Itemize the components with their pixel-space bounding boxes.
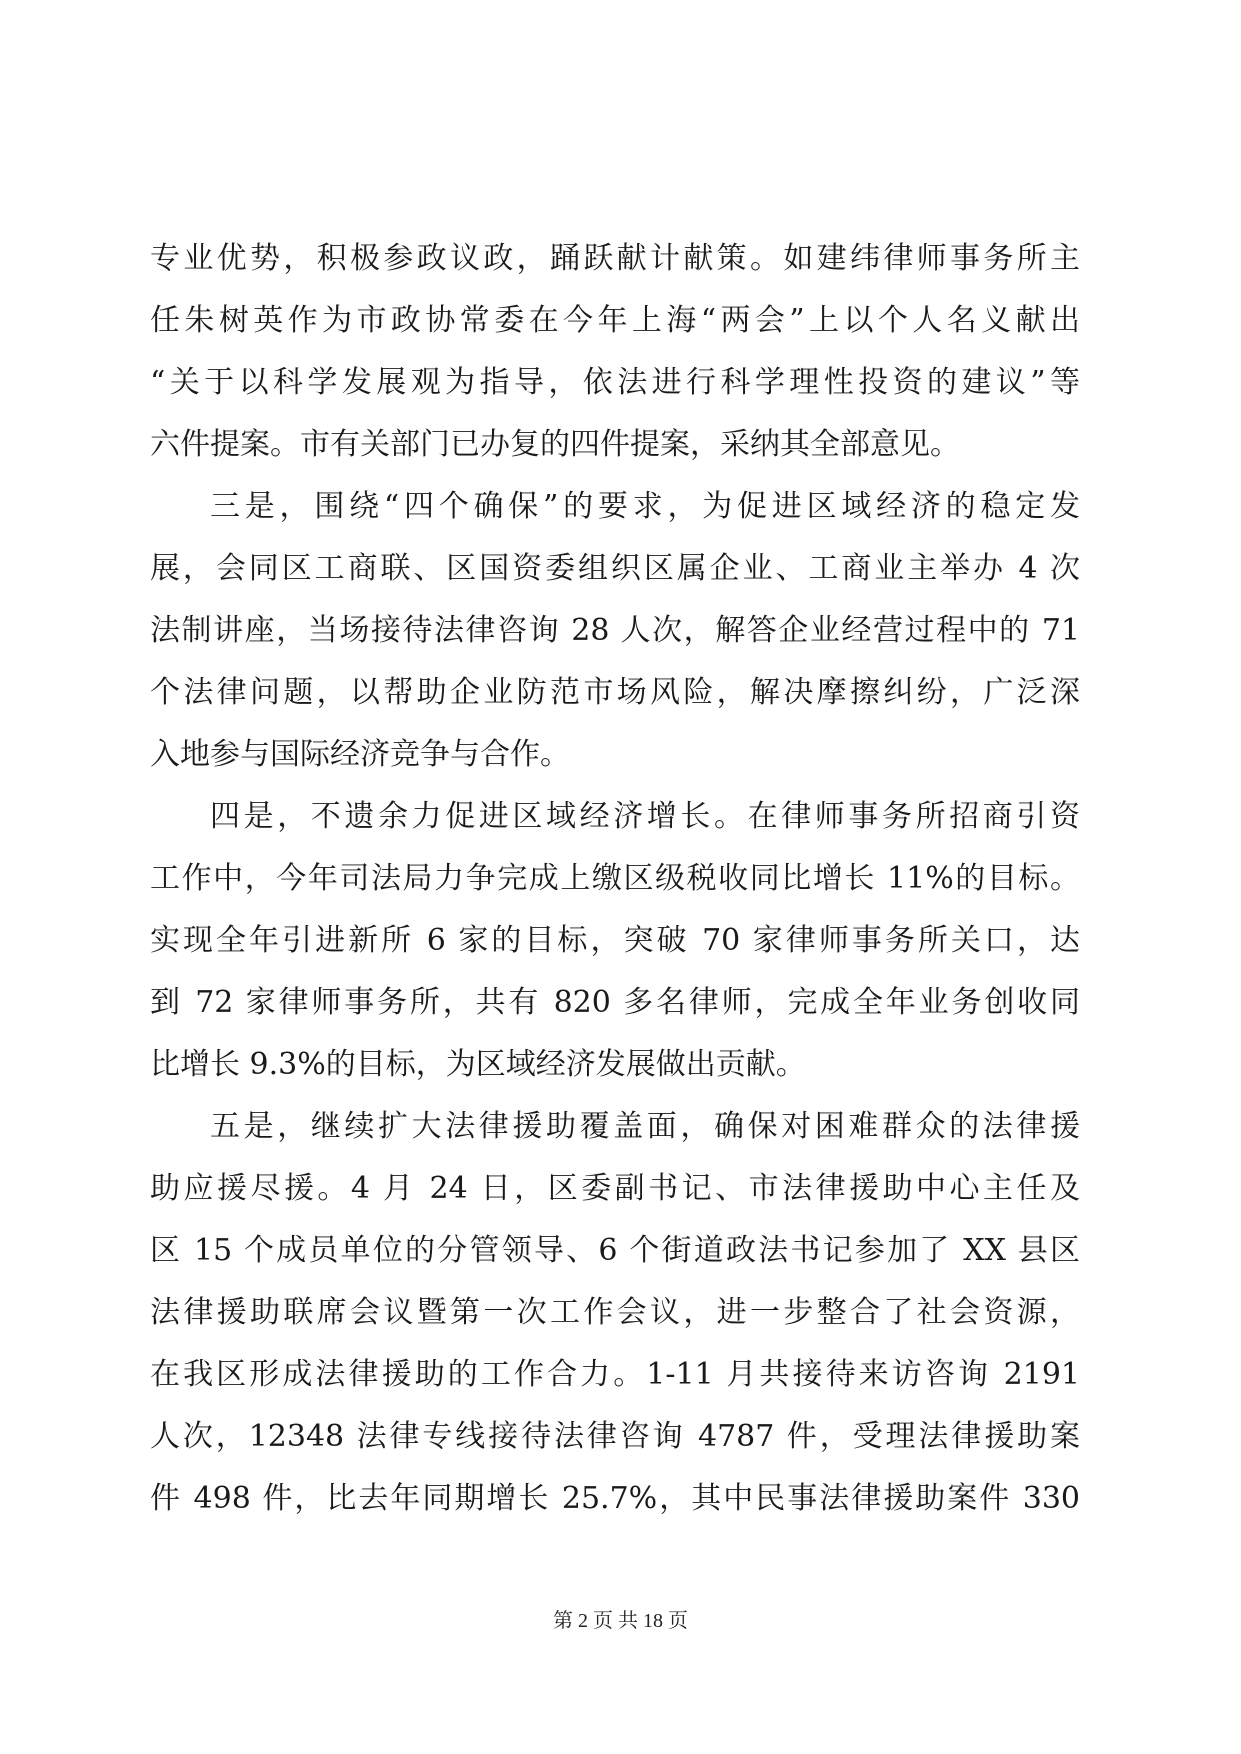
text-line: 助应援尽援。4 月 24 日，区委副书记、市法律援助中心主任及: [150, 1171, 1080, 1206]
text-line: 个法律问题，以帮助企业防范市场风险，解决摩擦纠纷，广泛深: [150, 675, 1080, 710]
text-line: 法律援助联席会议暨第一次工作会议，进一步整合了社会资源，: [150, 1295, 1080, 1330]
text-line: 法制讲座，当场接待法律咨询 28 人次，解答企业经营过程中的 71: [150, 613, 1080, 648]
text-line: 件 498 件，比去年同期增长 25.7%，其中民事法律援助案件 330: [150, 1481, 1080, 1516]
text-line: 展，会同区工商联、区国资委组织区属企业、工商业主举办 4 次: [150, 551, 1080, 586]
text-line: 人次，12348 法律专线接待法律咨询 4787 件，受理法律援助案: [150, 1419, 1080, 1454]
page-footer: [0, 1604, 1241, 1633]
text-line: 比增长 9.3%的目标，为区域经济发展做出贡献。: [150, 1047, 806, 1082]
text-line: “关于以科学发展观为指导，依法进行科学理性投资的建议”等: [150, 365, 1080, 400]
text-line: 到 72 家律师事务所，共有 820 多名律师，完成全年业务创收同: [150, 985, 1080, 1020]
text-line: 三是，围绕“四个确保”的要求，为促进区域经济的稳定发: [210, 489, 1080, 524]
text-line: 四是，不遗余力促进区域经济增长。在律师事务所招商引资: [210, 799, 1080, 834]
text-line: 五是，继续扩大法律援助覆盖面，确保对困难群众的法律援: [210, 1109, 1080, 1144]
text-line: 区 15 个成员单位的分管领导、6 个街道政法书记参加了 XX 县区: [150, 1233, 1080, 1268]
text-line: 任朱树英作为市政协常委在今年上海“两会”上以个人名义献出: [150, 303, 1080, 338]
text-line: 工作中，今年司法局力争完成上缴区级税收同比增长 11%的目标。: [150, 861, 1080, 896]
text-line: 六件提案。市有关部门已办复的四件提案，采纳其全部意见。: [150, 427, 960, 462]
text-line: 入地参与国际经济竞争与合作。: [150, 737, 570, 772]
text-line: 在我区形成法律援助的工作合力。1-11 月共接待来访咨询 2191: [150, 1357, 1080, 1392]
text-line: 专业优势，积极参政议政，踊跃献计献策。如建纬律师事务所主: [150, 241, 1080, 276]
body-text: [150, 228, 1080, 1530]
text-line: 实现全年引进新所 6 家的目标，突破 70 家律师事务所关口，达: [150, 923, 1080, 958]
page-number-label: 第 2 页 共 18 页: [553, 1610, 688, 1632]
